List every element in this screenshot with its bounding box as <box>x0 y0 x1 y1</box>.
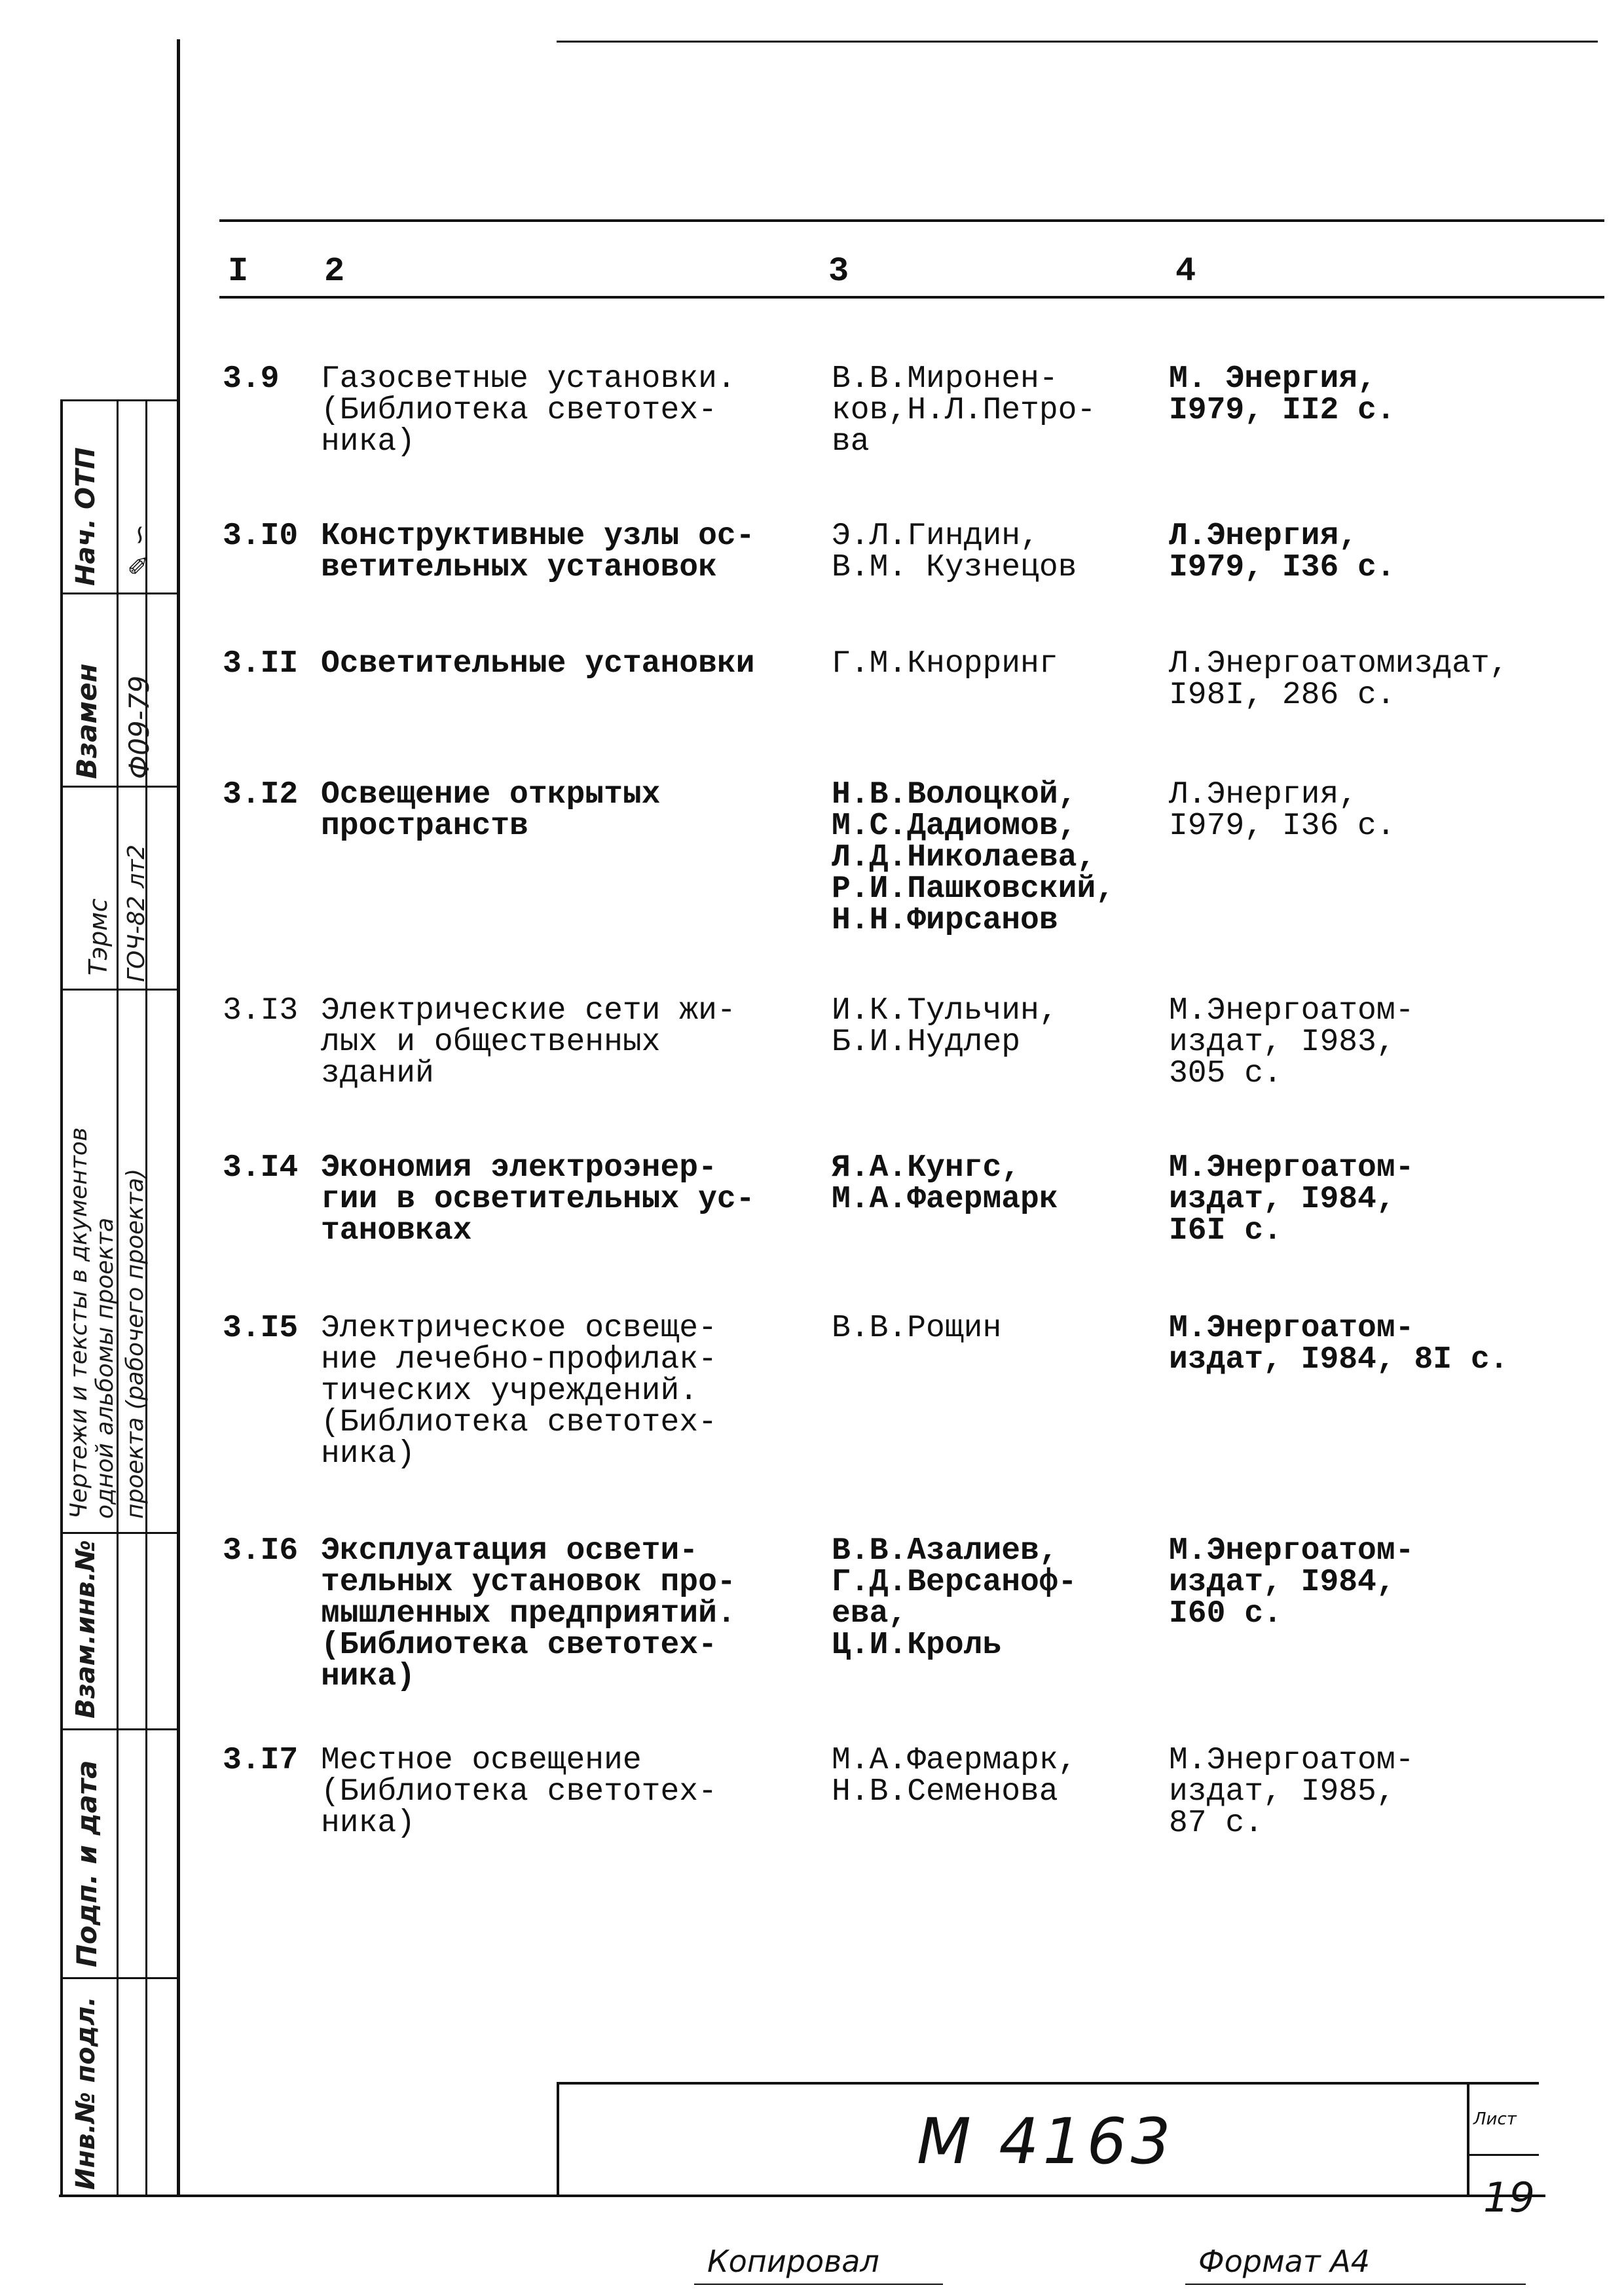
row-number: 3.II <box>223 646 299 682</box>
format-label: Формат А4 <box>1198 2244 1370 2279</box>
row-number: 3.I0 <box>223 519 299 554</box>
row-number: 3.I4 <box>223 1150 299 1186</box>
row-authors: В.В.Рощин <box>832 1311 1002 1346</box>
row-title: Экономия электроэнер- гии в осветительных ус- тановках <box>321 1150 755 1248</box>
row-authors: И.К.Тульчин, Б.И.Нудлер <box>832 993 1058 1060</box>
row-title: Электрические сети жи- лых и общественных зданий <box>321 993 736 1091</box>
row-authors: Э.Л.Гиндин, В.М. Кузнецов <box>832 519 1077 585</box>
row-number: 3.I6 <box>223 1533 299 1569</box>
row-publisher: М. Энергия, I979, II2 с. <box>1169 361 1395 428</box>
side-stamp-terms: Тэрмс <box>84 898 113 975</box>
side-stamp-sep-5 <box>60 1728 178 1730</box>
row-number: 3.9 <box>223 361 280 397</box>
row-number: 3.I7 <box>223 1743 299 1778</box>
side-stamp-vzamen: Взамен <box>71 663 103 779</box>
row-publisher: Л.Энергия, I979, I36 с. <box>1169 519 1395 585</box>
side-stamp-inv-podl: Инв.№ подл. <box>71 1996 101 2190</box>
title-block-sheet-mid <box>1467 2154 1539 2156</box>
row-authors: В.В.Миронен- ков,Н.Л.Петро- ва <box>832 361 1096 460</box>
row-publisher: М.Энергоатом- издат, I984, 8I с. <box>1169 1311 1509 1377</box>
side-stamp-podp-data: Подп. и дата <box>71 1760 103 1967</box>
row-number: 3.I3 <box>223 993 299 1029</box>
side-stamp-terms-code: ГОЧ-82 лт2 <box>123 844 150 982</box>
row-authors: В.В.Азалиев, Г.Д.Версаноф- ева, Ц.И.Кроль <box>832 1533 1077 1663</box>
side-stamp-drawings-3: проекта (рабочего проекта) <box>122 1168 149 1519</box>
title-block-left <box>557 2082 559 2196</box>
row-title: Электрическое освеще- ние лечебно-профилак- тических учреждений. (Библиотека светотех- ника) <box>321 1311 717 1472</box>
top-border-line <box>557 41 1598 43</box>
row-publisher: Л.Энергия, I979, I36 с. <box>1169 777 1395 844</box>
side-stamp-vzamen-code: Ф09-79 <box>123 675 155 779</box>
title-block-top <box>557 2082 1539 2085</box>
left-frame-line <box>177 39 180 2196</box>
column-header-1: I <box>228 252 249 291</box>
row-publisher: Л.Энергоатомиздат, I98I, 286 с. <box>1169 646 1509 713</box>
side-stamp-vzam-inv: Взам.инв.№ <box>71 1540 101 1719</box>
title-block-sheet-divider <box>1467 2082 1469 2196</box>
side-stamp-sep-4 <box>60 1532 178 1534</box>
row-title: Осветительные установки <box>321 646 755 682</box>
side-stamp-signature: ✎ ∽ <box>124 524 155 576</box>
row-number: 3.I5 <box>223 1311 299 1346</box>
side-stamp-nach-otp: Нач. ОТП <box>71 447 101 586</box>
row-authors: Н.В.Волоцкой, М.С.Дадиомов, Л.Д.Николаева, Р.И.Пашковский, Н.Н.Фирсанов <box>832 777 1115 938</box>
row-publisher: М.Энергоатом- издат, I985, 87 с. <box>1169 1743 1414 1841</box>
side-stamp-sep-6 <box>60 1977 178 1979</box>
table-top-line <box>219 219 1604 222</box>
side-stamp-sep-2 <box>60 786 178 788</box>
row-publisher: М.Энергоатом- издат, I984, I60 с. <box>1169 1533 1414 1631</box>
row-title: Конструктивные узлы ос- ветительных установок <box>321 519 755 585</box>
row-title: Освещение открытых пространств <box>321 777 661 844</box>
row-number: 3.I2 <box>223 777 299 812</box>
copied-underline <box>694 2284 943 2285</box>
table-header-line <box>219 296 1604 299</box>
column-header-3: 3 <box>828 252 849 291</box>
side-stamp-drawings: Чертежи и тексты в дкументов <box>65 1127 92 1519</box>
side-stamp-sep-1 <box>60 592 178 594</box>
column-header-2: 2 <box>324 252 345 291</box>
row-publisher: М.Энергоатом- издат, I983, 305 с. <box>1169 993 1414 1091</box>
row-title: Эксплуатация освети- тельных установок про- мышленных предприятий. (Библиотека светотех- ника) <box>321 1533 736 1694</box>
side-stamp-top <box>60 399 178 401</box>
bottom-frame-line <box>59 2195 1545 2197</box>
side-stamp-outer-left <box>60 399 63 2196</box>
row-title: Газосветные установки. (Библиотека светотех- ника) <box>321 361 736 460</box>
side-stamp-drawings-2: одной альбомы проекта <box>92 1217 119 1519</box>
row-authors: Я.А.Кунгс, М.А.Фаермарк <box>832 1150 1058 1217</box>
sheet-label: Лист <box>1473 2109 1517 2129</box>
row-authors: Г.М.Кнорринг <box>832 646 1058 682</box>
row-publisher: М.Энергоатом- издат, I984, I6I с. <box>1169 1150 1414 1248</box>
row-title: Местное освещение (Библиотека светотех- ника) <box>321 1743 717 1841</box>
copied-by-label: Копировал <box>707 2244 879 2279</box>
side-stamp-sep-3 <box>60 989 178 991</box>
column-header-4: 4 <box>1175 252 1196 291</box>
row-authors: М.А.Фаермарк, Н.В.Семенова <box>832 1743 1077 1810</box>
format-underline <box>1185 2284 1526 2285</box>
document-code: М 4163 <box>917 2105 1175 2178</box>
sheet-number: 19 <box>1483 2174 1535 2221</box>
